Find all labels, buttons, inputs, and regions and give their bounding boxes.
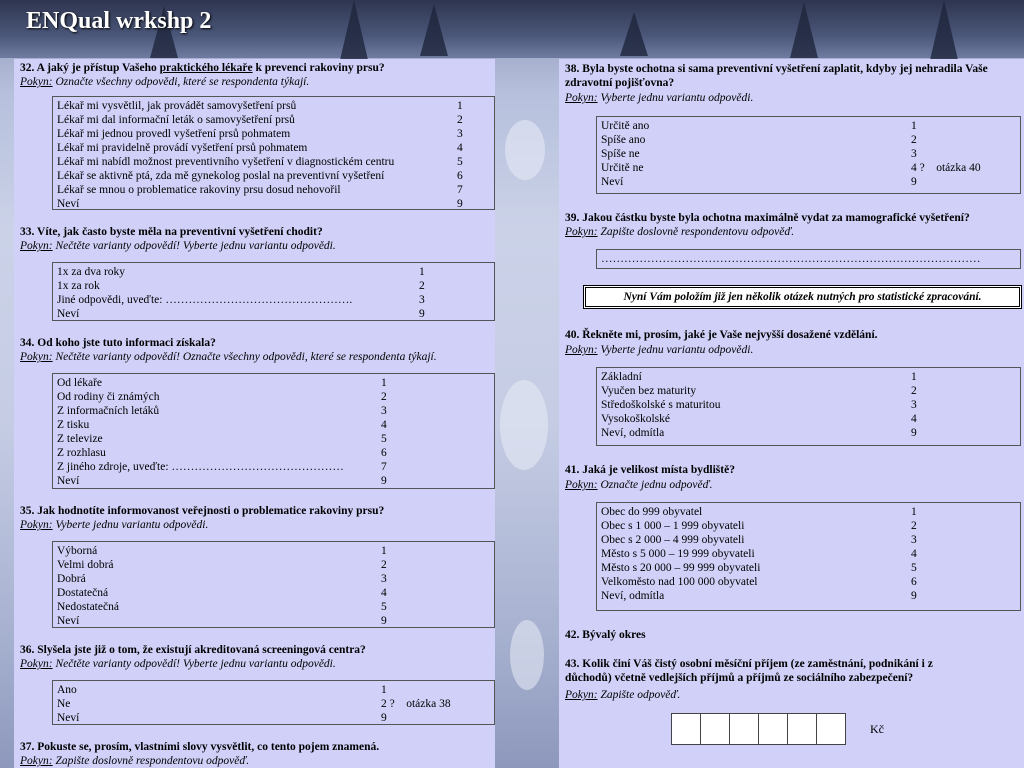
questionnaire-page-left (14, 59, 495, 768)
options-box-40 (596, 367, 1021, 446)
tree-silhouette (790, 2, 818, 58)
option-row[interactable]: Z jiného zdroje, uveďte: ……………………………………… 7 (57, 461, 387, 473)
question-40: 40. Řekněte mi, prosím, jaké je Vaše nejvyšší dosažené vzdělání. (565, 329, 878, 341)
option-row[interactable]: Vyučen bez maturity 2 (601, 385, 917, 397)
option-row[interactable]: Z informačních letáků 3 (57, 405, 387, 417)
fill-line: ……………………………………………………………………………………… (601, 253, 981, 265)
instruction-box: Nyní Vám položím již jen několik otázek nutných pro statistické zpracování. (583, 285, 1022, 309)
option-row[interactable]: Velkoměsto nad 100 000 obyvatel 6 (601, 576, 917, 588)
question-34: 34. Od koho jste tuto informaci získala? (20, 337, 216, 349)
option-row[interactable]: Jiné odpovědi, uveďte: …………………………………………. 3 (57, 294, 425, 306)
snow-patch (500, 380, 548, 470)
pokyn-41: Pokyn: Označte jednu odpověď. (565, 479, 713, 491)
option-row[interactable]: Obec do 999 obyvatel 1 (601, 506, 917, 518)
option-row[interactable]: Dobrá 3 (57, 573, 387, 585)
tree-silhouette (340, 0, 368, 60)
income-input-cells[interactable] (672, 713, 846, 745)
option-row[interactable]: Dostatečná 4 (57, 587, 387, 599)
options-box-36 (52, 680, 495, 725)
option-row[interactable]: Obec s 1 000 – 1 999 obyvateli 2 (601, 520, 917, 532)
option-row[interactable]: Lékař mi vysvětlil, jak provádět samovyšetření prsů 1 (57, 100, 463, 112)
pokyn-43: Pokyn: Zapište odpověď. (565, 689, 681, 701)
option-row[interactable]: Nedostatečná 5 (57, 601, 387, 613)
pokyn-37: Pokyn: Zapište doslovně respondentovu odpověď. (20, 755, 250, 767)
digit-cell[interactable] (816, 713, 846, 745)
question-38: 38. Byla byste ochotna si sama preventivní vyšetření zaplatit, kdyby jej nehradila Vaše zdravotní pojišťovna? (565, 63, 988, 89)
option-row[interactable]: Od lékaře 1 (57, 377, 387, 389)
options-box-32 (52, 96, 495, 210)
question-39: 39. Jakou částku byste byla ochotna maximálně vydat za mamografické vyšetření? (565, 212, 970, 224)
option-row[interactable]: Spíše ne 3 (601, 148, 917, 160)
options-box-33 (52, 262, 495, 321)
option-row[interactable]: Lékař mi dal informační leták o samovyšetření prsů 2 (57, 114, 463, 126)
digit-cell[interactable] (758, 713, 788, 745)
tree-silhouette (620, 12, 648, 56)
answer-field-39[interactable] (596, 249, 1021, 269)
option-row[interactable]: Lékař mi pravidelně provádí vyšetření prsů pohmatem 4 (57, 142, 463, 154)
question-37: 37. Pokuste se, prosím, vlastními slovy vysvětlit, co tento pojem znamená. (20, 741, 380, 753)
options-box-38 (596, 116, 1021, 194)
option-row[interactable]: Obec s 2 000 – 4 999 obyvateli 3 (601, 534, 917, 546)
pokyn-34: Pokyn: Nečtěte varianty odpovědí! Označte všechny odpovědi, které se respondenta týkají. (20, 351, 437, 363)
option-row[interactable]: Město s 5 000 – 19 999 obyvateli 4 (601, 548, 917, 560)
tree-silhouette (420, 4, 448, 56)
option-row[interactable]: Město s 20 000 – 99 999 obyvateli 5 (601, 562, 917, 574)
question-43: 43. Kolik činí Váš čistý osobní měsíční příjem (ze zaměstnání, podnikání i z důchodů) včetně vedlejších příjmů a příjmů ze sociálního zabezpečení? (565, 658, 933, 684)
option-row[interactable]: Neví, odmítla 9 (601, 427, 917, 439)
pokyn-38: Pokyn: Vyberte jednu variantu odpovědi. (565, 92, 754, 104)
option-row[interactable]: Určitě ano 1 (601, 120, 917, 132)
option-row[interactable]: Neví 9 (57, 198, 463, 210)
option-row[interactable]: Ne 2 ? otázka 38 (57, 698, 451, 710)
option-row[interactable]: Neví 9 (601, 176, 917, 188)
option-row[interactable]: Z rozhlasu 6 (57, 447, 387, 459)
slide-title: ENQual wrkshp 2 (26, 8, 212, 34)
option-row[interactable]: Základní 1 (601, 371, 917, 383)
pokyn-33: Pokyn: Nečtěte varianty odpovědí! Vyberte jednu variantu odpovědi. (20, 240, 336, 252)
option-row[interactable]: Neví 9 (57, 712, 387, 724)
option-row[interactable]: Lékař mi jednou provedl vyšetření prsů pohmatem 3 (57, 128, 463, 140)
snow-patch (505, 120, 545, 180)
option-row[interactable]: Spíše ano 2 (601, 134, 917, 146)
digit-cell[interactable] (729, 713, 759, 745)
pokyn-35: Pokyn: Vyberte jednu variantu odpovědi. (20, 519, 209, 531)
option-row[interactable]: Určitě ne 4 ? otázka 40 (601, 162, 981, 174)
option-row[interactable]: 1x za rok 2 (57, 280, 425, 292)
tree-silhouette (930, 0, 958, 60)
option-row[interactable]: Neví, odmítla 9 (601, 590, 917, 602)
option-row[interactable]: Ano 1 (57, 684, 387, 696)
question-41: 41. Jaká je velikost místa bydliště? (565, 464, 735, 476)
question-36: 36. Slyšela jste již o tom, že existují akreditovaná screeningová centra? (20, 644, 366, 656)
option-row[interactable]: Lékař se mnou o problematice rakoviny prsu dosud nehovořil 7 (57, 184, 463, 196)
question-33: 33. Víte, jak často byste měla na preventivní vyšetření chodit? (20, 226, 323, 238)
question-42: 42. Bývalý okres (565, 629, 646, 641)
option-row[interactable]: Z televize 5 (57, 433, 387, 445)
snow-patch (510, 620, 544, 690)
option-row[interactable]: Lékař se aktivně ptá, zda mě gynekolog poslal na preventivní vyšetření 6 (57, 170, 463, 182)
pokyn-39: Pokyn: Zapište doslovně respondentovu odpověď. (565, 226, 795, 238)
questionnaire-page-right (559, 59, 1024, 768)
option-row[interactable]: Z tisku 4 (57, 419, 387, 431)
options-box-34 (52, 373, 495, 489)
option-row[interactable]: Neví 9 (57, 308, 425, 320)
option-row[interactable]: Lékař mi nabídl možnost preventivního vyšetření v diagnostickém centru 5 (57, 156, 463, 168)
question-32: 32. A jaký je přístup Vašeho praktického lékaře k prevenci rakoviny prsu? (20, 62, 385, 74)
digit-cell[interactable] (787, 713, 817, 745)
option-row[interactable]: Výborná 1 (57, 545, 387, 557)
option-row[interactable]: 1x za dva roky 1 (57, 266, 425, 278)
options-box-35 (52, 541, 495, 628)
option-row[interactable]: Vysokoškolské 4 (601, 413, 917, 425)
option-row[interactable]: Od rodiny či známých 2 (57, 391, 387, 403)
question-35: 35. Jak hodnotíte informovanost veřejnosti o problematice rakoviny prsu? (20, 505, 385, 517)
currency-label: Kč (870, 722, 884, 736)
options-box-41 (596, 502, 1021, 611)
option-row[interactable]: Velmi dobrá 2 (57, 559, 387, 571)
digit-cell[interactable] (671, 713, 701, 745)
pokyn-32: Pokyn: Označte všechny odpovědi, které se respondenta týkají. (20, 76, 310, 88)
option-row[interactable]: Středoškolské s maturitou 3 (601, 399, 917, 411)
pokyn-36: Pokyn: Nečtěte varianty odpovědí! Vyberte jednu variantu odpovědi. (20, 658, 336, 670)
digit-cell[interactable] (700, 713, 730, 745)
pokyn-40: Pokyn: Vyberte jednu variantu odpovědi. (565, 344, 754, 356)
option-row[interactable]: Neví 9 (57, 475, 387, 487)
option-row[interactable]: Neví 9 (57, 615, 387, 627)
